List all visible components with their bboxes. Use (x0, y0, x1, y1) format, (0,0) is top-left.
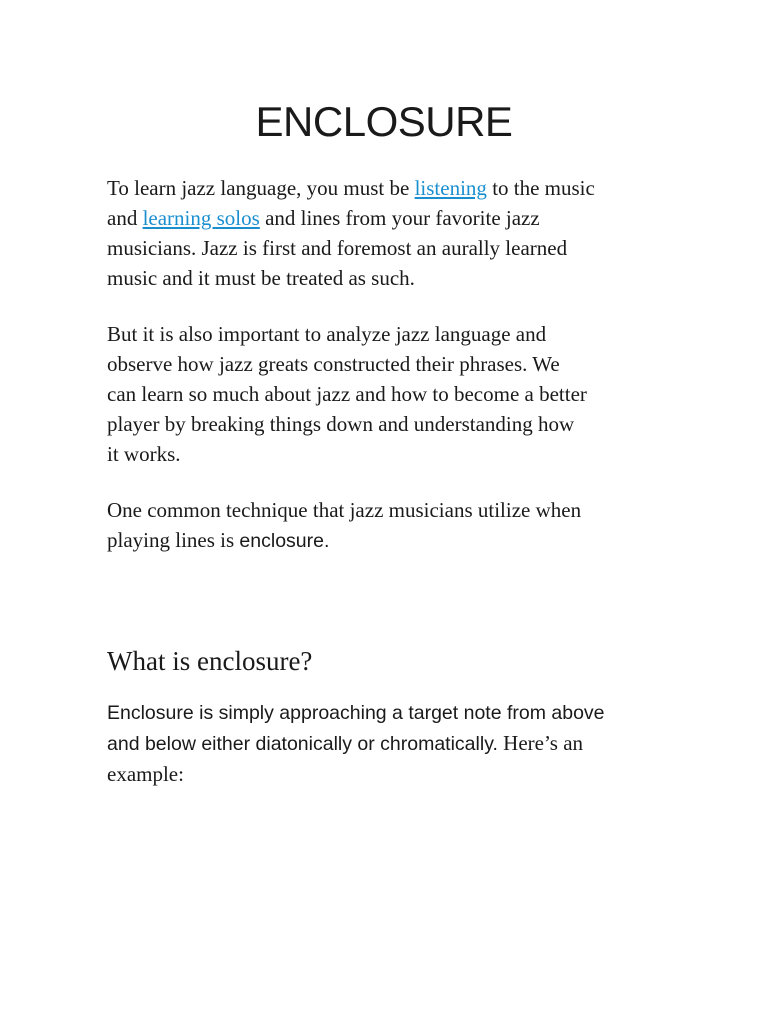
intro-paragraph (107, 173, 687, 293)
technique-paragraph (107, 495, 687, 556)
listening-link[interactable]: listening (414, 176, 487, 200)
learning-solos-link[interactable]: learning solos (142, 206, 260, 230)
paragraph-line: it works. (107, 442, 181, 466)
paragraph-line (107, 728, 687, 759)
text-run: Here’s an (497, 731, 584, 755)
paragraph-line (107, 697, 687, 728)
paragraph-line (107, 173, 687, 203)
definition-text: Enclosure is simply approaching a target note from above (107, 702, 605, 724)
paragraph-line: But it is also important to analyze jazz language and (107, 322, 547, 346)
definition-paragraph (107, 697, 687, 789)
definition-text: and below either diatonically or chromatically. (107, 733, 498, 755)
paragraph-line: can learn so much about jazz and how to become a better (107, 382, 587, 406)
text-run: to the music (486, 176, 595, 200)
text-run: To learn jazz language, you must be (107, 176, 415, 200)
paragraph-line: example: (107, 762, 184, 786)
paragraph-line: musicians. Jazz is first and foremost an aurally learned (107, 236, 568, 260)
paragraph-line (107, 525, 687, 556)
paragraph-line (107, 203, 687, 233)
enclosure-term: enclosure. (239, 530, 330, 552)
page-title: ENCLOSURE (255, 98, 513, 145)
text-run: and lines from your favorite jazz (259, 206, 540, 230)
paragraph-line: player by breaking things down and understanding how (107, 412, 575, 436)
section-heading: What is enclosure? (107, 646, 313, 676)
paragraph-line: One common technique that jazz musicians utilize when (107, 498, 582, 522)
paragraph-line: observe how jazz greats constructed their phrases. We (107, 352, 560, 376)
analysis-paragraph (107, 319, 687, 469)
text-run: and (107, 206, 143, 230)
paragraph-line: music and it must be treated as such. (107, 266, 415, 290)
text-run: playing lines is (107, 528, 240, 552)
